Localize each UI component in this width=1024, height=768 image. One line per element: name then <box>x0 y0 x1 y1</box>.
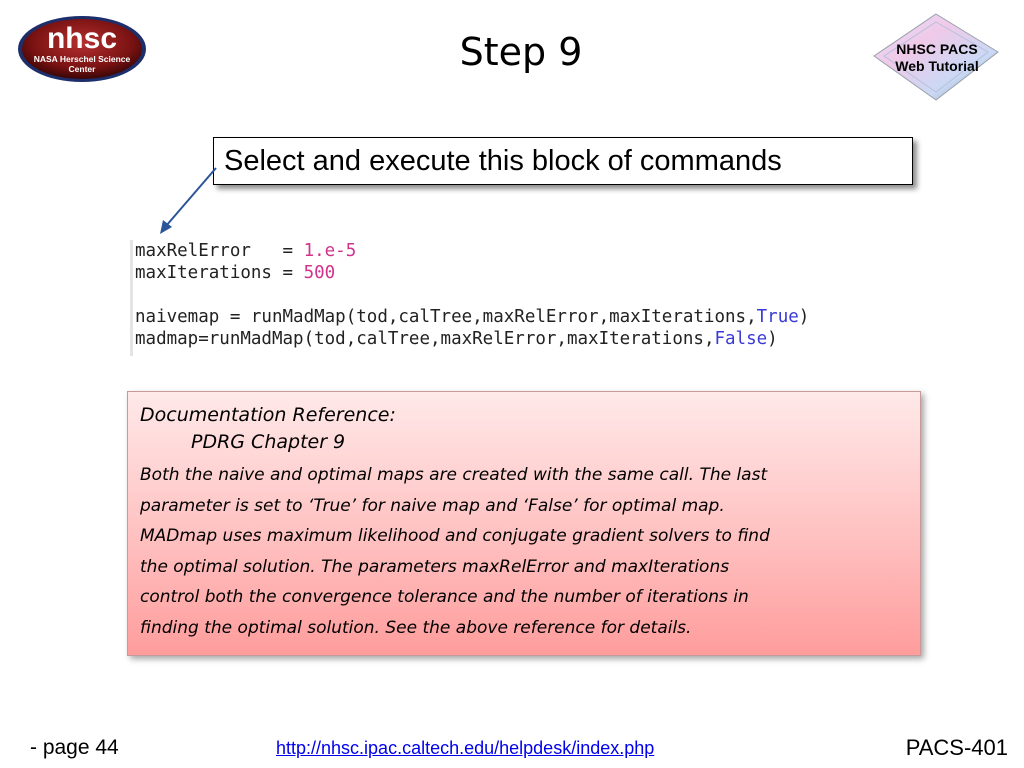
doc-body <box>140 460 908 643</box>
code-text: ) <box>798 307 810 327</box>
code-line-max-iterations <box>135 262 868 284</box>
pacs-logo-line-2: Web Tutorial <box>895 58 979 74</box>
doc-body-line: control both the convergence tolerance and the number of iterations in <box>140 587 749 607</box>
doc-body-line: MADmap uses maximum likelihood and conjugate gradient solvers to find <box>140 526 770 546</box>
code-line-max-rel-error <box>135 240 868 262</box>
code-text: maxIterations = <box>135 263 304 283</box>
doc-heading: Documentation Reference: <box>140 404 396 426</box>
code-text: maxRelError = <box>135 241 304 261</box>
code-text: naivemap = runMadMap(tod,calTree,maxRelError,maxIterations, <box>135 307 757 327</box>
code-block[interactable] <box>130 240 868 356</box>
documentation-box <box>127 391 921 656</box>
page-number: - page 44 <box>30 736 119 759</box>
nhsc-tagline-2: Center <box>68 64 96 74</box>
arrow-icon <box>150 160 230 240</box>
code-blank-line <box>135 284 868 306</box>
code-line-madmap <box>135 328 868 350</box>
doc-body-line: parameter is set to ‘True’ for naive map and ‘False’ for optimal map. <box>140 495 725 516</box>
code-keyword: True <box>756 307 799 327</box>
code-text: ) <box>767 329 778 349</box>
nhsc-wordmark: nhsc <box>46 22 118 55</box>
callout-arrow <box>150 160 230 240</box>
code-number: 500 <box>303 263 336 283</box>
pacs-logo-line-1: NHSC PACS <box>896 41 978 57</box>
doc-reference: PDRG Chapter 9 <box>191 431 346 453</box>
code-text: madmap=runMadMap(tod,calTree,maxRelError,maxIterations, <box>135 329 715 349</box>
doc-body-line: Both the naive and optimal maps are created with the same call. The last <box>140 465 768 485</box>
helpdesk-link[interactable]: http://nhsc.ipac.caltech.edu/helpdesk/index.php <box>276 738 655 758</box>
code-keyword: False <box>714 329 768 349</box>
doc-body-line: finding the optimal solution. See the above reference for details. <box>140 617 692 638</box>
doc-body-line: the optimal solution. The parameters maxRelError and maxIterations <box>140 556 730 577</box>
code-line-naivemap <box>135 306 868 328</box>
pacs-tutorial-logo <box>866 12 1006 102</box>
course-id: PACS-401 <box>905 735 1008 760</box>
code-number: 1.e-5 <box>303 241 357 261</box>
nhsc-pacs-tutorial-logo-icon <box>866 12 1006 102</box>
page-title: Step 9 <box>459 30 583 74</box>
instruction-callout: Select and execute this block of commands <box>213 137 913 185</box>
nhsc-tagline-1: NASA Herschel Science <box>33 54 131 64</box>
